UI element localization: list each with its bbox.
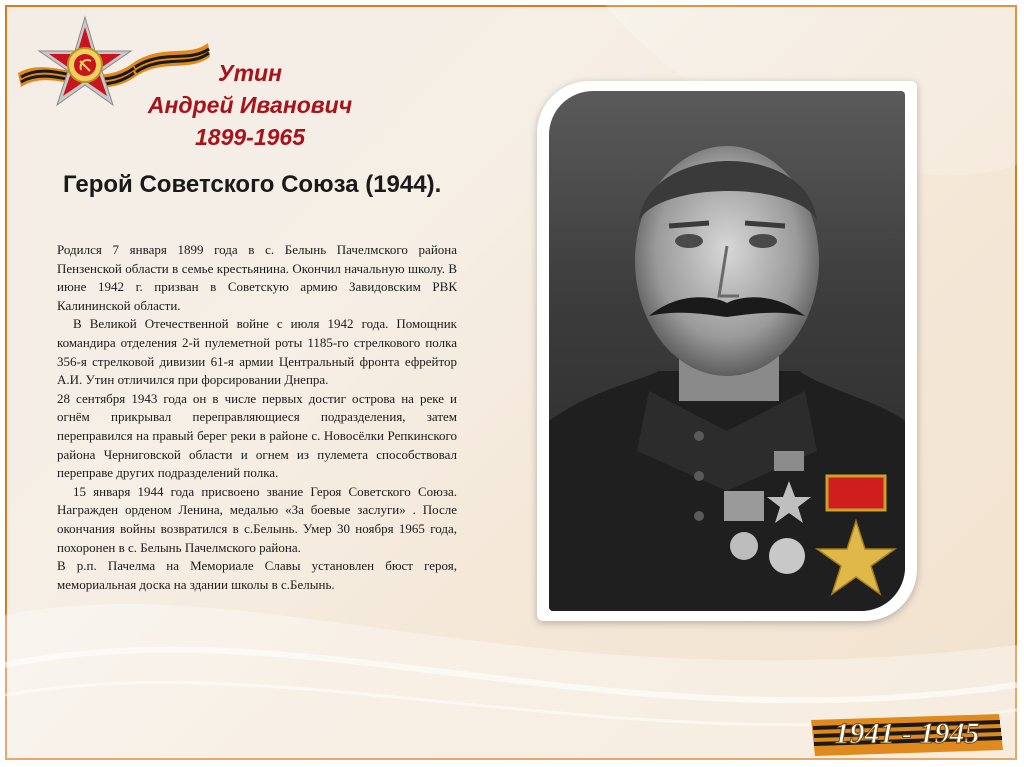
biography-paragraph: 28 сентября 1943 года он в числе первых достиг острова на реке и огнём прикрывал переправляющиеся подразделения, затем переправился на правый берег реки в районе с. Новосёлки Репкинского района Черниговской области и огнем из пулемета способствовал переправе других подразделений полка.: [57, 390, 457, 481]
st-george-ribbon-icon: [807, 710, 1007, 758]
page-title: Герой Советского Союза (1944).: [63, 171, 442, 198]
hero-years: 1899-1965: [195, 124, 305, 150]
hero-surname: Утин: [218, 60, 282, 86]
biography-paragraph: В Великой Отечественной войне с июля 1942 года. Помощник командира отделения 2-й пулеметной роты 1185-го стрелкового полка 356-я стрелковой дивизии 61-я армии Центральный фронта ефрейтор А.И. Утин отличился при форсировании Днепра.: [57, 316, 457, 388]
biography-paragraph: 15 января 1944 года присвоено звание Героя Советского Союза. Награжден орденом Ленина, медалью «За боевые заслуги» . После окончания войны возвратился в с.Белынь. Умер 30 ноября 1965 года, похоронен в с. Белынь Пачелмского района.: [57, 483, 457, 555]
biography-paragraph: В р.п. Пачелма на Мемориале Славы установлен бюст героя, мемориальная доска на здании школы в с.Белынь.: [57, 558, 457, 592]
hero-name-block: [125, 57, 375, 153]
biography-text: [57, 241, 457, 594]
portrait-photo: [549, 91, 905, 611]
ribbon-years: 1941 - 1945: [834, 717, 980, 750]
hero-given-names: Андрей Иванович: [147, 92, 353, 118]
portrait-frame: [537, 81, 917, 621]
biography-paragraph: Родился 7 января 1899 года в с. Белынь Пачелмского района Пензенской области в семье крестьянина. Окончил начальную школу. В июне 1942 г. призван в Советскую армию Завидовским РВК Калининской области.: [57, 242, 457, 313]
slide: [5, 5, 1017, 760]
